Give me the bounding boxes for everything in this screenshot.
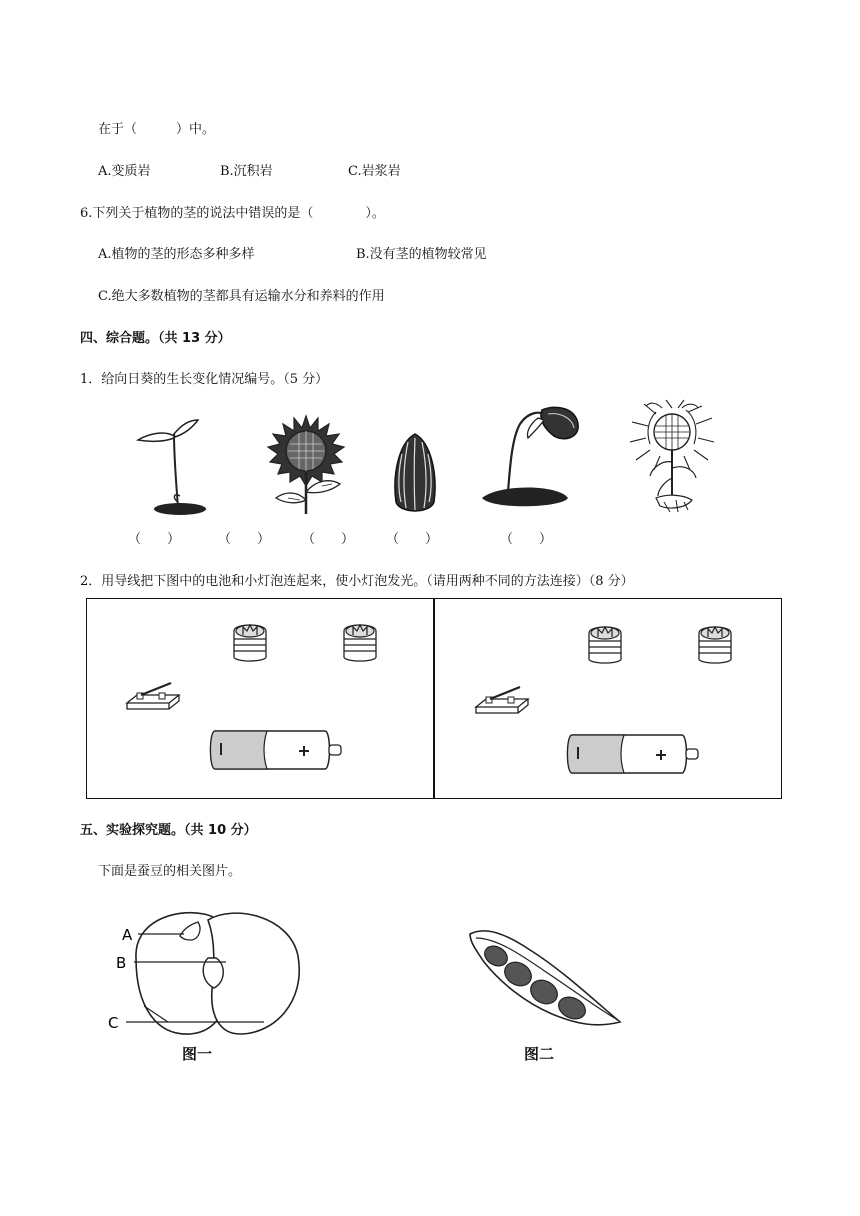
q5-option-b[interactable]: B.沉积岩 xyxy=(220,164,273,179)
switch-icon xyxy=(474,685,530,717)
section4-title: 四、综合题。（共 13 分） xyxy=(80,331,231,346)
section4-q1-stem: 1．给向日葵的生长变化情况编号。（5 分） xyxy=(80,372,329,387)
circuit-panel-right[interactable] xyxy=(433,598,782,799)
bulb-icon xyxy=(229,617,271,663)
q6-stem: 6.下列关于植物的茎的说法中错误的是（ ）。 xyxy=(80,206,385,221)
sprouting-seed-image xyxy=(478,402,588,518)
seed-label-b: B xyxy=(116,954,127,972)
bulb-icon xyxy=(694,619,736,665)
answer-blank-2[interactable]: （ ） xyxy=(218,532,271,547)
bulb-icon xyxy=(339,617,381,663)
switch-icon xyxy=(125,681,181,713)
section5-title: 五、实验探究题。（共 10 分） xyxy=(80,823,257,838)
figure2-caption: 图二 xyxy=(524,1045,555,1063)
bean-seed-diagram xyxy=(104,906,304,1042)
withered-sunflower-image xyxy=(626,398,718,516)
bulb-icon xyxy=(584,619,626,665)
answer-blank-3[interactable]: （ ） xyxy=(302,532,355,547)
battery-icon xyxy=(564,731,704,777)
q5-option-a[interactable]: A.变质岩 xyxy=(98,164,151,179)
q5-stem-tail: 在于（ ）中。 xyxy=(98,122,216,137)
answer-blank-1[interactable]: （ ） xyxy=(128,532,181,547)
q6-option-a[interactable]: A.植物的茎的形态多种多样 xyxy=(98,247,255,262)
circuit-panel-left[interactable] xyxy=(86,598,435,799)
sunflower-seed-image xyxy=(390,432,440,516)
seed-label-c: C xyxy=(108,1014,119,1032)
blooming-sunflower-image xyxy=(266,414,346,516)
q6-option-b[interactable]: B.没有茎的植物较常见 xyxy=(356,247,487,262)
q5-option-c[interactable]: C.岩浆岩 xyxy=(348,164,401,179)
seedling-image xyxy=(130,412,210,522)
answer-blank-5[interactable]: （ ） xyxy=(500,532,553,547)
answer-blank-4[interactable]: （ ） xyxy=(386,532,439,547)
q6-option-c[interactable]: C.绝大多数植物的茎都具有运输水分和养料的作用 xyxy=(98,289,385,304)
bean-pod-diagram xyxy=(466,926,626,1030)
section5-intro: 下面是蚕豆的相关图片。 xyxy=(98,864,242,879)
battery-icon xyxy=(207,727,347,773)
seed-label-a: A xyxy=(122,926,133,944)
figure1-caption: 图一 xyxy=(182,1045,213,1063)
section4-q2-stem: 2．用导线把下图中的电池和小灯泡连起来，使小灯泡发光。（请用两种不同的方法连接）（8 分） xyxy=(80,574,634,589)
